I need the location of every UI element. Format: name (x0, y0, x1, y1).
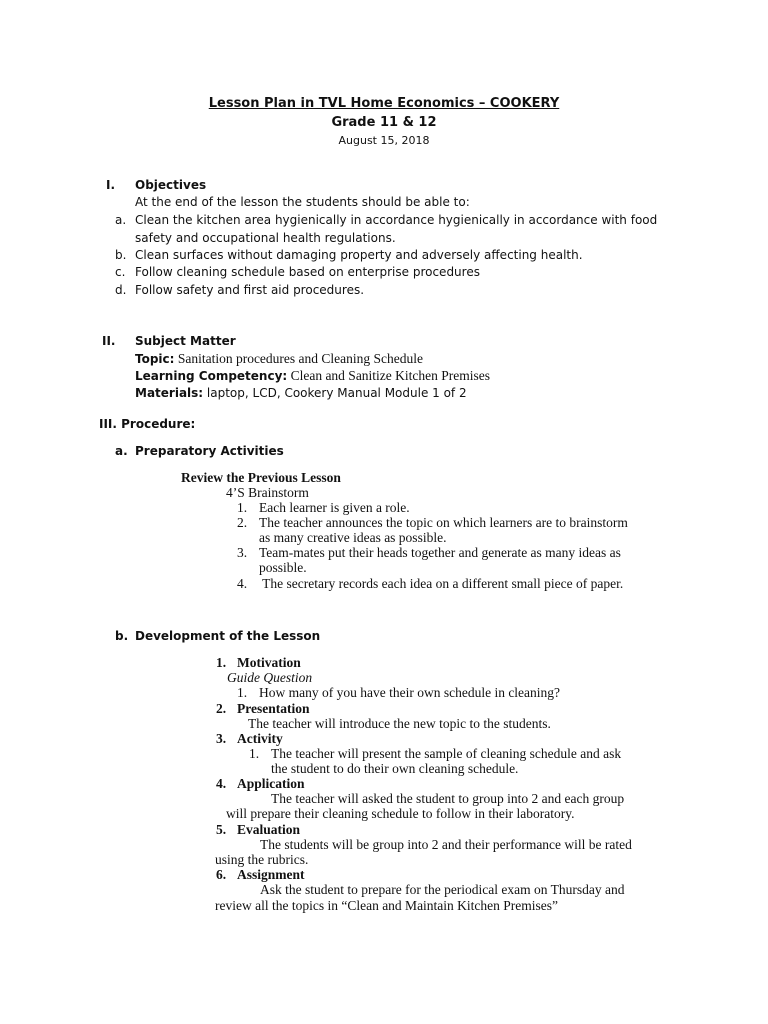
application-line: The teacher will asked the student to group into 2 and each group (271, 791, 625, 806)
step-number: 4. (237, 576, 248, 591)
motivation-label: Motivation (237, 655, 301, 670)
step-line: Each learner is given a role. (259, 500, 410, 515)
application-number: 4. (216, 776, 227, 791)
grade-heading: Grade 11 & 12 (331, 115, 437, 130)
step-line: Team-mates put their heads together and generate as many ideas as (259, 545, 621, 560)
objective-line: Follow safety and first aid procedures. (135, 283, 365, 297)
activity-number: 3. (216, 731, 227, 746)
guide-question-label: Guide Question (227, 670, 313, 685)
topic-value: Sanitation procedures and Cleaning Schedule (174, 351, 424, 366)
question-number: 1. (237, 685, 248, 700)
review-heading: Review the Previous Lesson (181, 470, 341, 485)
topic-row (135, 350, 423, 368)
development-marker: b. (115, 629, 129, 643)
objective-marker: a. (115, 213, 127, 227)
step-number: 2. (237, 515, 248, 530)
competency-value: Clean and Sanitize Kitchen Premises (287, 368, 491, 383)
subject-matter-numeral: II. (102, 334, 116, 348)
preparatory-marker: a. (115, 444, 128, 458)
competency-row (135, 367, 490, 385)
assignment-number: 6. (216, 867, 227, 882)
evaluation-number: 5. (216, 822, 227, 837)
objectives-heading: Objectives (135, 178, 207, 192)
step-line: The secretary records each idea on a different small piece of paper. (259, 576, 624, 591)
activity-line: The teacher will present the sample of cleaning schedule and ask (271, 746, 622, 761)
objective-line: Clean the kitchen area hygienically in accordance hygienically in accordance with food (135, 213, 658, 227)
objective-marker: c. (115, 265, 126, 279)
application-line: will prepare their cleaning schedule to follow in their laboratory. (226, 806, 575, 821)
presentation-text: The teacher will introduce the new topic to the students. (248, 716, 551, 731)
objective-line: safety and occupational health regulations. (135, 231, 396, 245)
materials-label: Materials: (135, 386, 204, 400)
evaluation-line: using the rubrics. (215, 852, 309, 867)
step-number: 1. (237, 500, 248, 515)
objectives-numeral: I. (106, 178, 116, 192)
lesson-date: August 15, 2018 (338, 134, 430, 147)
presentation-number: 2. (216, 701, 227, 716)
step-line: as many creative ideas as possible. (259, 530, 447, 545)
subject-matter-heading: Subject Matter (135, 334, 236, 348)
step-number: 3. (237, 545, 248, 560)
materials-value: laptop, LCD, Cookery Manual Module 1 of 2 (203, 386, 467, 400)
activity-label: Activity (237, 731, 283, 746)
document-title: Lesson Plan in TVL Home Economics – COOKERY (208, 96, 560, 111)
brainstorm-title: 4’S Brainstorm (226, 485, 309, 500)
assignment-label: Assignment (237, 867, 305, 882)
objective-line: Clean surfaces without damaging property and adversely affecting health. (135, 248, 583, 262)
presentation-label: Presentation (237, 701, 310, 716)
evaluation-label: Evaluation (237, 822, 301, 837)
objective-line: Follow cleaning schedule based on enterprise procedures (135, 265, 480, 279)
assignment-line: review all the topics in “Clean and Maintain Kitchen Premises” (215, 898, 559, 913)
development-heading: Development of the Lesson (135, 629, 321, 643)
competency-label: Learning Competency: (135, 369, 288, 383)
guide-question: How many of you have their own schedule in cleaning? (259, 685, 561, 700)
objective-marker: b. (115, 248, 127, 262)
preparatory-heading: Preparatory Activities (135, 444, 284, 458)
activity-item-number: 1. (249, 746, 260, 761)
topic-label: Topic: (135, 352, 175, 366)
objectives-intro: At the end of the lesson the students should be able to: (135, 195, 470, 209)
application-label: Application (237, 776, 305, 791)
materials-row (135, 384, 467, 402)
motivation-number: 1. (216, 655, 227, 670)
objective-marker: d. (115, 283, 127, 297)
evaluation-line: The students will be group into 2 and their performance will be rated (260, 837, 632, 852)
step-line: possible. (259, 560, 307, 575)
assignment-line: Ask the student to prepare for the periodical exam on Thursday and (260, 882, 625, 897)
activity-line: the student to do their own cleaning schedule. (271, 761, 519, 776)
procedure-heading: III. Procedure: (99, 417, 196, 431)
step-line: The teacher announces the topic on which learners are to brainstorm (259, 515, 628, 530)
